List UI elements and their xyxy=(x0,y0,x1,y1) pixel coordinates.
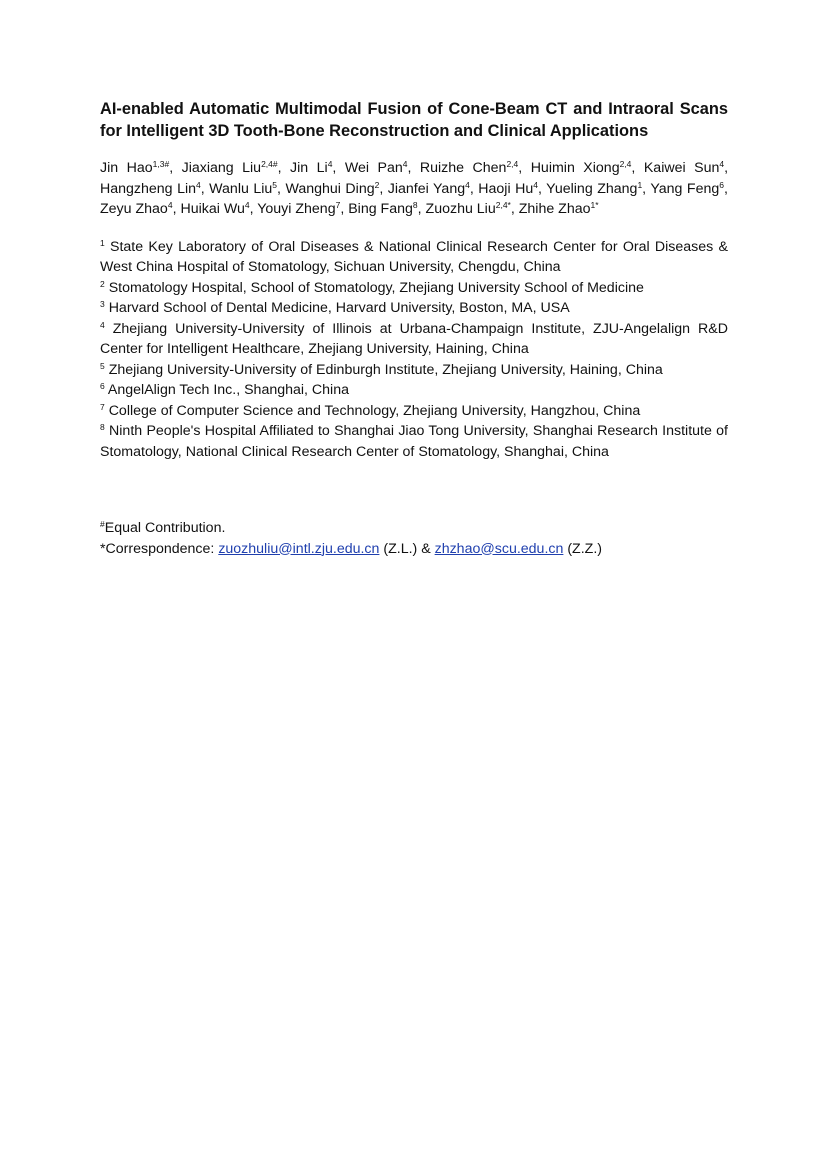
author-name xyxy=(180,201,249,217)
paper-title-page xyxy=(100,98,728,559)
author-name xyxy=(531,160,632,176)
author-name-text: Haoji Hu xyxy=(478,180,534,197)
author-name xyxy=(100,201,173,217)
affiliation-number: 5 xyxy=(100,360,105,371)
author-name-text: Bing Fang xyxy=(348,201,413,217)
author-name-text: Zhihe Zhao xyxy=(518,201,591,217)
author-affiliation-marker: 2,4* xyxy=(495,200,511,210)
correspondence-label: *Correspondence: xyxy=(100,540,219,557)
author-name-text: Jiaxiang Liu xyxy=(181,160,262,176)
correspondence-note xyxy=(100,539,728,560)
affiliation-text: AngelAlign Tech Inc., Shanghai, China xyxy=(107,382,349,398)
affiliation-item xyxy=(100,380,728,401)
author-affiliation-marker: 4 xyxy=(402,159,408,169)
author-name-text: Wei Pan xyxy=(344,160,403,176)
author-name-text: Yang Feng xyxy=(650,180,720,197)
author-name-text: Hangzheng Lin xyxy=(100,180,196,197)
affiliation-item xyxy=(100,237,728,278)
author-name xyxy=(546,181,642,197)
author-name-text: Yueling Zhang xyxy=(546,180,638,197)
author-affiliation-marker: 7 xyxy=(335,200,341,210)
author-name xyxy=(290,160,332,176)
author-affiliation-marker: 4 xyxy=(719,159,725,169)
affiliation-item xyxy=(100,278,728,299)
author-name-text: Zeyu Zhao xyxy=(100,201,168,217)
author-affiliation-marker: 2 xyxy=(374,179,380,190)
author-name xyxy=(345,160,408,176)
author-affiliation-marker: 2,4 xyxy=(619,159,632,169)
author-name-text: Jin Li xyxy=(290,160,328,176)
author-name-text: Kaiwei Sun xyxy=(643,160,720,176)
author-affiliation-marker: 2,4 xyxy=(506,159,519,169)
affiliation-text: Zhejiang University-University of Illinois at Urbana-Champaign Institute, ZJU-Angelalign R&D Center for Intelligent Healthcare, Zhejiang University, Haining, China xyxy=(100,320,728,357)
author-name-text: Jianfei Yang xyxy=(387,180,466,197)
email-suffix-zl: (Z.L.) & xyxy=(379,540,435,557)
affiliation-text: Ninth People's Hospital Affiliated to Shanghai Jiao Tong University, Shanghai Research Institute of Stomatology, National Clinical Research Center of Stomatology, Shanghai, China xyxy=(100,423,728,460)
affiliation-text: Stomatology Hospital, School of Stomatology, Zhejiang University School of Medicine xyxy=(108,279,644,296)
author-affiliation-marker: 4 xyxy=(533,179,538,190)
author-name xyxy=(285,181,379,197)
author-name xyxy=(388,181,470,197)
author-affiliation-marker: 4 xyxy=(196,179,201,190)
author-name xyxy=(182,160,278,176)
author-name-text: Jin Hao xyxy=(100,160,153,176)
author-affiliation-marker: 8 xyxy=(412,200,418,210)
author-name xyxy=(644,160,724,176)
affiliation-number: 1 xyxy=(100,237,105,248)
affiliation-text: Zhejiang University-University of Edinburgh Institute, Zhejiang University, Haining, China xyxy=(108,361,663,378)
author-name-text: Youyi Zheng xyxy=(257,201,336,217)
author-name xyxy=(650,181,724,197)
author-affiliation-marker: 1* xyxy=(590,200,599,210)
author-affiliation-marker: 1 xyxy=(637,179,643,190)
author-name xyxy=(426,201,511,217)
author-affiliation-marker: 4 xyxy=(327,159,333,169)
paper-title: AI-enabled Automatic Multimodal Fusion of Cone-Beam CT and Intraoral Scans for Intelligent 3D Tooth-Bone Reconstruction and Clinical Applications xyxy=(100,100,728,140)
author-name xyxy=(348,201,417,217)
author-affiliation-marker: 5 xyxy=(272,179,278,190)
author-name xyxy=(100,160,169,176)
equal-contribution-note xyxy=(100,518,728,539)
affiliation-number: 7 xyxy=(100,401,105,412)
author-affiliation-marker: 6 xyxy=(719,179,725,190)
author-name xyxy=(478,181,538,197)
affiliation-list xyxy=(100,237,728,463)
affiliation-text: Harvard School of Dental Medicine, Harvard University, Boston, MA, USA xyxy=(108,300,570,316)
email-link-zz[interactable]: zhzhao@scu.edu.cn xyxy=(434,540,564,557)
equal-contribution-text: Equal Contribution. xyxy=(104,520,226,536)
affiliation-number: 4 xyxy=(100,319,105,330)
author-affiliation-marker: 4 xyxy=(244,200,250,210)
affiliation-number: 2 xyxy=(100,278,105,289)
author-affiliation-marker: 4 xyxy=(167,200,173,210)
author-name xyxy=(209,181,277,197)
email-link-zl[interactable]: zuozhuliu@intl.zju.edu.cn xyxy=(218,540,380,557)
author-name-text: Ruizhe Chen xyxy=(419,160,507,176)
author-affiliation-marker: 1,3# xyxy=(152,159,170,169)
affiliation-item xyxy=(100,360,728,381)
equal-contribution-mark: # xyxy=(100,519,105,529)
author-name xyxy=(100,181,201,197)
author-affiliation-marker: 2,4# xyxy=(261,159,278,169)
footnotes xyxy=(100,518,728,559)
author-name xyxy=(420,160,518,176)
affiliation-item xyxy=(100,401,728,422)
author-affiliation-marker: 4 xyxy=(465,179,470,190)
affiliation-text: State Key Laboratory of Oral Diseases & National Clinical Research Center for Oral Diseases & West China Hospital of Stomatology, Sichuan University, Chengdu, China xyxy=(100,238,728,275)
author-name-text: Wanlu Liu xyxy=(209,180,273,197)
affiliation-item xyxy=(100,421,728,462)
author-name xyxy=(519,201,599,217)
affiliation-item xyxy=(100,319,728,360)
author-list: Jin Hao$^{1,3\#}$, Jiaxiang Liu$^{2,4\#}$, Jin Li$^4$, Wei Pan$^4$, Ruizhe Chen$^{2,4}$, Huimin Xiong$^{2,4}$, Kaiwei Sun$^4$, Hangzheng Lin$^4$, Wanlu Liu$^5$, Wanghui Ding$^2$, Jianfei Yang$^4$, Haoji Hu$^4$, Yueling Zhang$^1$, Yang Feng$^6$, Zeyu Zhao$^4$, Huikai Wu$^4$, Youyi Zheng$^7$, Bing Fang$^8$, Zuozhu Liu$^{2,4*}$, Zhihe Zhao$^{1*}$ xyxy=(100,159,729,217)
author-name-text: Wanghui Ding xyxy=(285,180,375,197)
affiliation-number: 3 xyxy=(100,299,105,309)
email-suffix-zz: (Z.Z.) xyxy=(563,540,602,557)
affiliation-item xyxy=(100,298,728,319)
affiliation-number: 8 xyxy=(100,422,105,432)
affiliation-text: College of Computer Science and Technology, Zhejiang University, Hangzhou, China xyxy=(108,402,641,419)
author-name-text: Huimin Xiong xyxy=(530,160,620,176)
author-name xyxy=(257,201,340,217)
author-name-text: Huikai Wu xyxy=(180,201,245,217)
author-name-text: Zuozhu Liu xyxy=(425,201,496,217)
affiliation-number: 6 xyxy=(100,381,105,391)
